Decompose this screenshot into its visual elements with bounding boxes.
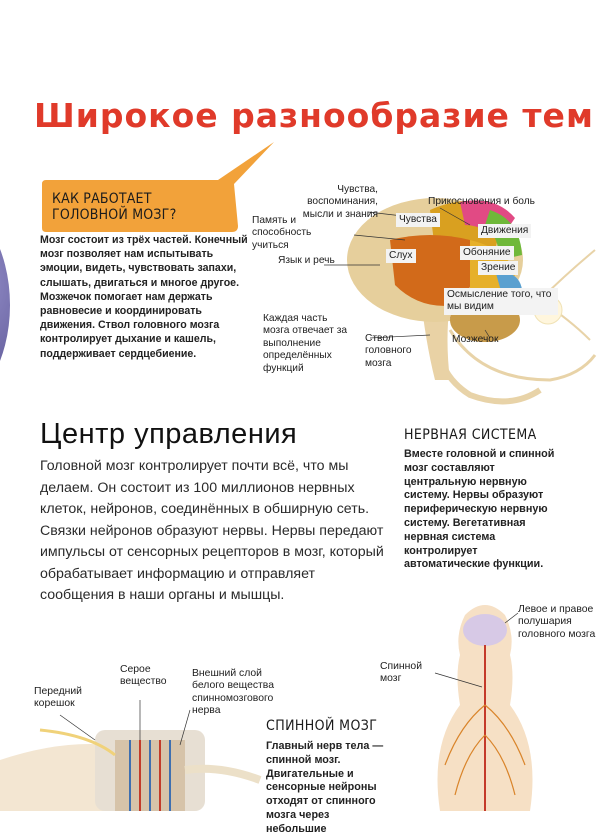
label-front-root: Передний корешок xyxy=(34,686,82,710)
label-feelings: Чувства, воспоминания, мысли и знания xyxy=(302,184,378,220)
label-stem: Ствол головного мозга xyxy=(365,333,412,369)
label-spinal-cord-body: Спинной мозг xyxy=(380,661,422,685)
label-comprehension: Осмысление того, что мы видим xyxy=(444,288,558,315)
control-heading: Центр управления xyxy=(40,418,298,450)
label-smell: Обоняние xyxy=(460,246,514,260)
nervous-system-text: Вместе головной и спинной мозг составляют центральную нервную систему. Нервы образуют периферическую нервную систему. Вегетативная нервная система контролирует автоматические функции. xyxy=(404,448,555,571)
label-memory: Память и способность учиться xyxy=(252,215,312,251)
control-text: Головной мозг контролирует почти всё, что мы делаем. Он состоит из 100 миллионов нервных клеток, нейронов, соединённых в обширную сеть. Связки нейронов образуют нервы. Нервы передают импульсы от сенсорных рецепторов в мозг, который обрабатывает информацию и отправляет сообщения в наши органы и мышцы. xyxy=(40,458,384,603)
label-senses: Чувства xyxy=(396,213,440,227)
label-hemispheres: Левое и правое полушария головного мозга xyxy=(518,604,596,640)
page-title: Широкое разнообразие тем xyxy=(34,96,594,136)
purple-disc-shape xyxy=(0,200,10,410)
spinal-cord-text: Главный нерв тела — спинной мозг. Двигательные и сенсорные нейроны отходят от спинного мозга через небольшие xyxy=(266,740,384,835)
label-vision: Зрение xyxy=(478,261,518,275)
label-each-part: Каждая часть мозга отвечает за выполнение определённых функций xyxy=(263,313,348,374)
brain-description: Мозг состоит из трёх частей. Конечный мозг позволяет нам испытывать эмоции, видеть, чувствовать запахи, слышать, двигаться и многое другое. Мозжечок помогает нам держать равновесие и координировать движения. Ствол головного мозга контролирует дыхание и кашель, поддерживает сердцебиение. xyxy=(40,234,248,360)
label-language: Язык и речь xyxy=(278,255,335,266)
decorative-purple-disc xyxy=(0,200,10,410)
label-touch: Прикосновения и боль xyxy=(428,196,535,207)
label-hearing: Слух xyxy=(386,249,416,263)
label-movement: Движения xyxy=(478,224,531,238)
spinal-cord-heading: СПИННОЙ МОЗГ xyxy=(266,718,378,734)
label-cerebellum: Мозжечок xyxy=(452,334,499,345)
brain-heading: КАК РАБОТАЕТ ГОЛОВНОЙ МОЗГ? xyxy=(52,191,177,223)
label-gray-matter: Серое вещество xyxy=(120,664,167,688)
nervous-system-heading: НЕРВНАЯ СИСТЕМА xyxy=(404,427,537,443)
label-white-matter: Внешний слой белого вещества спинномозгового нерва xyxy=(192,668,274,717)
